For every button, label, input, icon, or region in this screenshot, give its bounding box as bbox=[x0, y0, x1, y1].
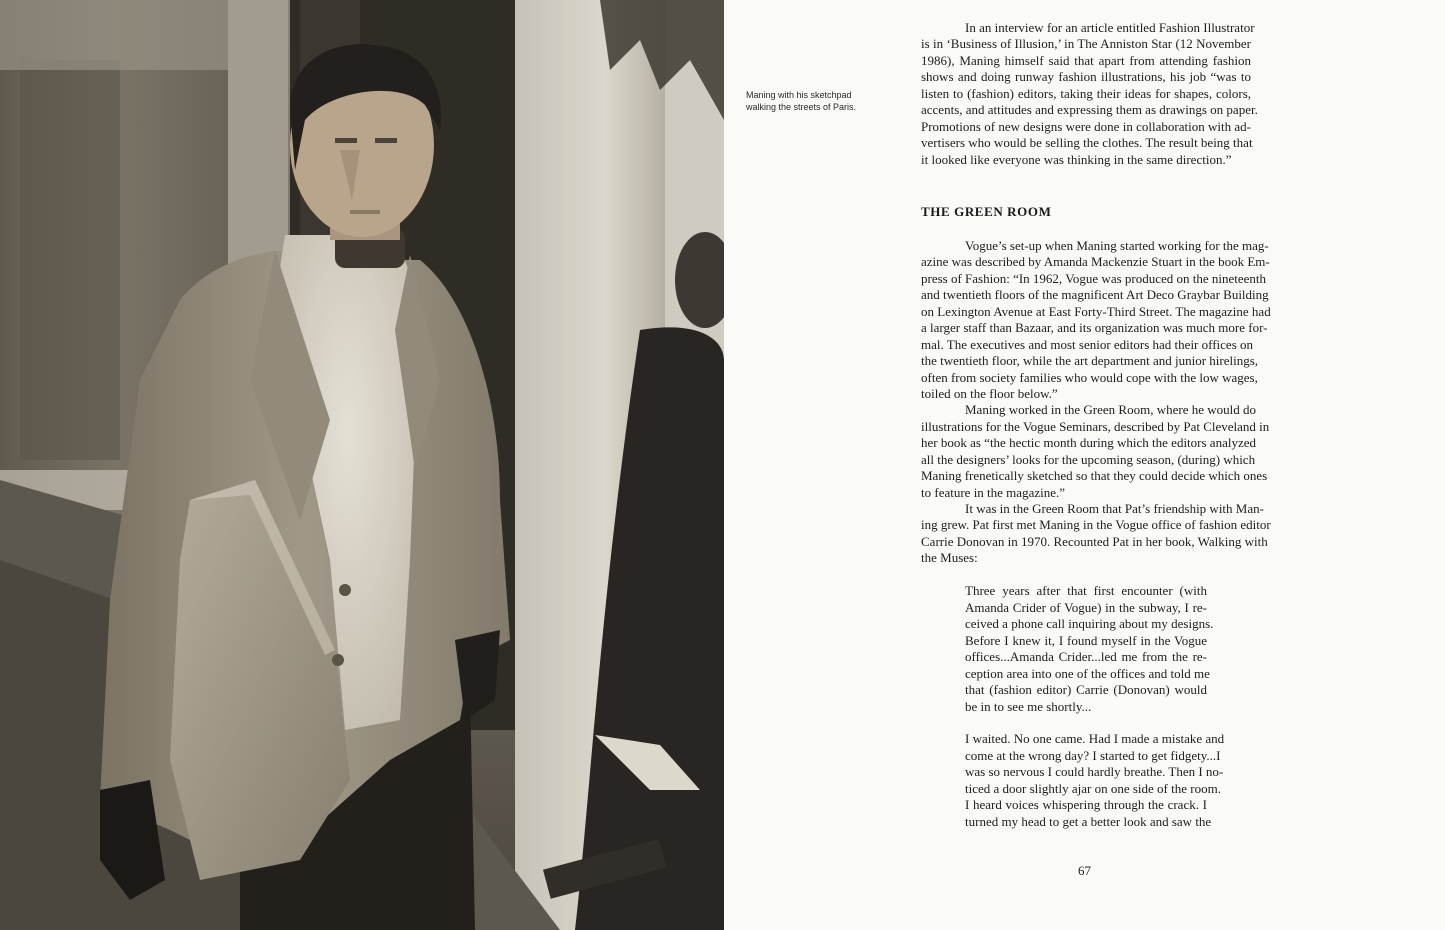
text-line: Maning worked in the Green Room, where he would do bbox=[965, 402, 1256, 418]
text-line: is in ‘Business of Illusion,’ in The Anniston Star (12 November bbox=[921, 36, 1251, 52]
quote-line: Three years after that first encounter (with bbox=[965, 583, 1207, 598]
body-text bbox=[921, 238, 1271, 567]
text-line: Maning frenetically sketched so that they could decide which ones bbox=[921, 468, 1268, 484]
text-line: her book as “the hectic month during which the editors analyzed bbox=[921, 435, 1257, 451]
text-line: azine was described by Amanda Mackenzie Stuart in the book Em- bbox=[921, 254, 1270, 270]
text-line: illustrations for the Vogue Seminars, described by Pat Cleveland in bbox=[921, 418, 1270, 434]
text-line: listen to (fashion) editors, taking their ideas for shapes, colors, bbox=[921, 85, 1251, 101]
quote-line: I waited. No one came. Had I made a mistake and bbox=[965, 731, 1225, 746]
photo-caption bbox=[746, 90, 896, 113]
text-line: press of Fashion: “In 1962, Vogue was produced on the nineteenth bbox=[921, 270, 1267, 286]
text-line: 1986), Maning himself said that apart from attending fashion bbox=[921, 52, 1251, 68]
caption-line: Maning with his sketchpad bbox=[746, 90, 852, 100]
text-line: on Lexington Avenue at East Forty-Third Street. The magazine had bbox=[921, 303, 1271, 319]
quote-line: ception area into one of the offices and told me bbox=[965, 665, 1210, 681]
quote-line: be in to see me shortly... bbox=[965, 698, 1092, 714]
text-line: accents, and attitudes and expressing them as drawings on paper. bbox=[921, 102, 1258, 118]
text-line: all the designers’ looks for the upcoming season, (during) which bbox=[921, 451, 1256, 467]
text-line: and twentieth floors of the magnificent Art Deco Graybar Building bbox=[921, 287, 1269, 303]
text-line: mal. The executives and most senior editors had their offices on bbox=[921, 336, 1254, 352]
text-line: often from society families who would cope with the low wages, bbox=[921, 369, 1258, 385]
quote-line: that (fashion editor) Carrie (Donovan) would bbox=[965, 682, 1207, 697]
text-line: It was in the Green Room that Pat’s friendship with Man- bbox=[965, 501, 1264, 516]
quote-line: ceived a phone call inquiring about my designs. bbox=[965, 616, 1214, 631]
intro-paragraph bbox=[921, 20, 1258, 168]
text-line: to feature in the magazine.” bbox=[921, 484, 1066, 500]
quote-line: turned my head to get a better look and saw the bbox=[965, 813, 1212, 829]
text-line: In an interview for an article entitled Fashion Illustrator bbox=[965, 20, 1255, 35]
quote-line: I heard voices whispering through the crack. I bbox=[965, 797, 1207, 812]
text-line: shows and doing runway fashion illustrations, his job “was to bbox=[921, 69, 1251, 85]
text-line: ing grew. Pat first met Maning in the Vogue office of fashion editor bbox=[921, 517, 1271, 533]
text-line: Vogue’s set-up when Maning started working for the mag- bbox=[965, 238, 1269, 253]
text-line: toiled on the floor below.” bbox=[921, 385, 1058, 401]
text-line: the Muses: bbox=[921, 550, 978, 566]
text-line: a larger staff than Bazaar, and its organization was much more for- bbox=[921, 320, 1268, 336]
quote-line: ticed a door slightly ajar on one side of the room. bbox=[965, 780, 1221, 796]
section-heading: THE GREEN ROOM bbox=[921, 204, 1052, 219]
text-line: it looked like everyone was thinking in the same direction.” bbox=[921, 151, 1232, 167]
text-line: Carrie Donovan in 1970. Recounted Pat in her book, Walking with bbox=[921, 533, 1268, 549]
block-quote bbox=[965, 583, 1214, 715]
quote-line: come at the wrong day? I started to get fidgety...I bbox=[965, 747, 1221, 763]
quote-line: offices...Amanda Crider...led me from the re- bbox=[965, 649, 1207, 664]
quote-line: Amanda Crider of Vogue) in the subway, I re- bbox=[965, 599, 1207, 615]
text-line: vertisers who would be selling the clothes. The result being that bbox=[921, 135, 1253, 151]
page-number: 67 bbox=[1078, 863, 1091, 878]
caption-line: walking the streets of Paris. bbox=[746, 101, 857, 112]
text-line: Promotions of new designs were done in collaboration with ad- bbox=[921, 118, 1251, 134]
quote-line: Before I knew it, I found myself in the Vogue bbox=[965, 632, 1207, 648]
quote-line: was so nervous I could hardly breathe. Then I no- bbox=[965, 764, 1224, 779]
text-line: the twentieth floor, while the art department and junior hirelings, bbox=[921, 353, 1259, 369]
block-quote-continued bbox=[965, 731, 1225, 830]
